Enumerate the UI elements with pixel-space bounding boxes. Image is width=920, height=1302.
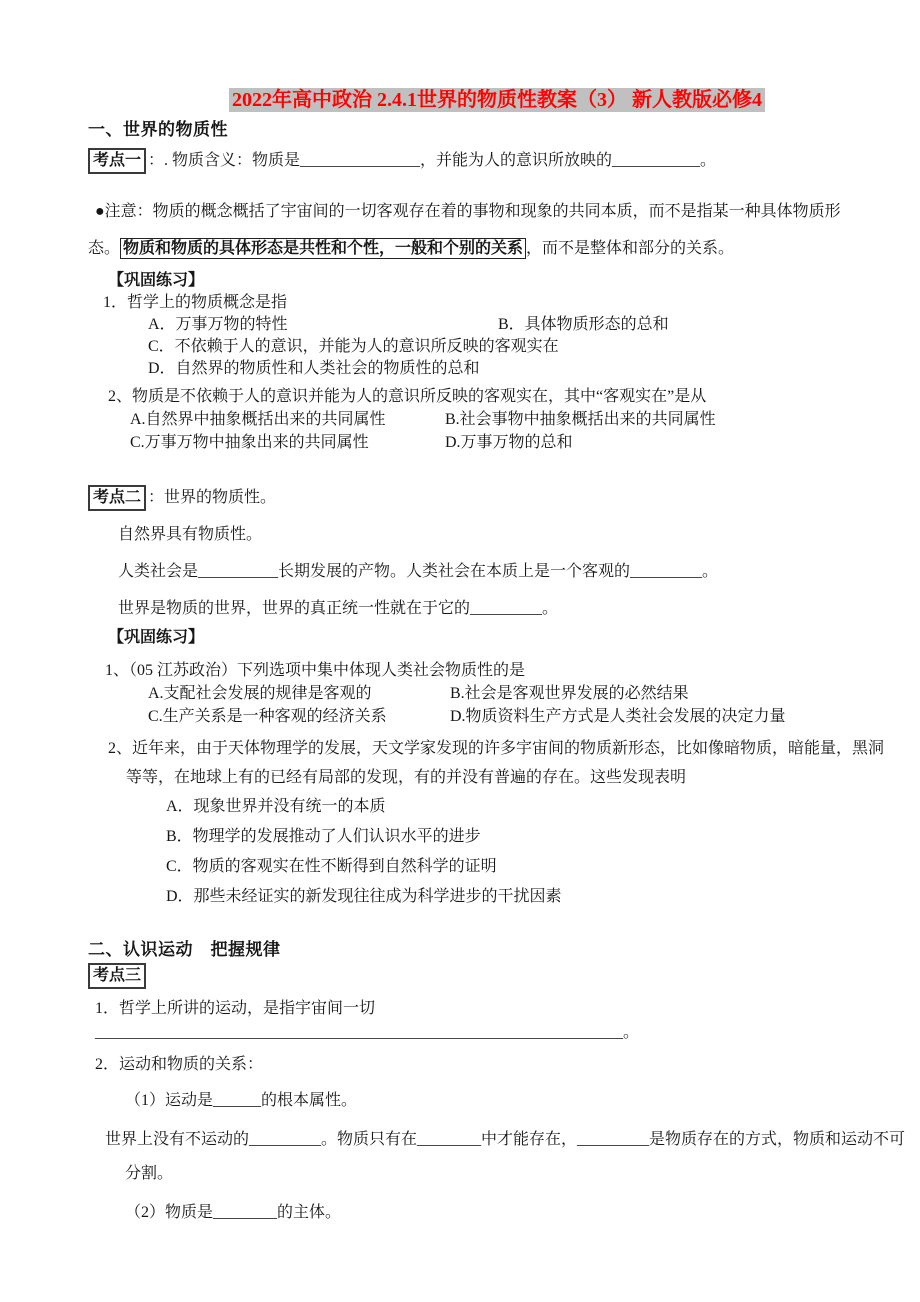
exam-point-three-row xyxy=(88,961,906,991)
question-stem: 2、近年来，由于天体物理学的发展，天文学家发现的许多宇宙间的物质新形态，比如像暗物质，暗能量，黑洞等等，在地球上有的已经有局部的发现，有的并没有普遍的存在。这些发现表明 xyxy=(108,740,885,786)
question-s3-q2-sub2: （2）物质是________的主体。 xyxy=(125,1204,342,1221)
notice-boxed-text: 物质和物质的具体形态是共性和个性，一般和个别的关系 xyxy=(120,238,526,259)
section-two-heading: 二、认识运动 把握规律 xyxy=(88,940,281,959)
notice-paragraph xyxy=(88,193,860,267)
question-s3-q1: 1．哲学上所讲的运动，是指宇宙间一切__________________________________________________________________。 xyxy=(95,1000,639,1041)
option-b: B.社会事物中抽象概括出来的共同属性 xyxy=(445,411,716,428)
option-row xyxy=(88,408,906,431)
exam-point-one-row xyxy=(88,145,906,177)
option-d: D.万事万物的总和 xyxy=(445,434,573,451)
practice-heading-2: 【巩固练习】 xyxy=(108,629,205,646)
option-c: C．不依赖于人的意识，并能为人的意识所反映的客观实在 xyxy=(148,338,559,355)
exam-point-one-text: ：. 物质含义：物质是_______________，并能为人的意识所放映的___________。 xyxy=(148,152,717,169)
option-d: D．自然界的物质性和人类社会的物质性的总和 xyxy=(148,360,480,377)
option-b: B.社会是客观世界发展的必然结果 xyxy=(450,685,689,702)
exam-point-two-box: 考点二 xyxy=(88,485,146,511)
option-b: B．物理学的发展推动了人们认识水平的进步 xyxy=(166,828,481,845)
exam-point-two-body xyxy=(88,516,906,627)
question-s2-q2 xyxy=(88,734,906,912)
option-row xyxy=(88,705,906,728)
question-s1-q1 xyxy=(88,292,906,380)
line-world: 世界是物质的世界，世界的真正统一性就在于它的_________。 xyxy=(118,600,559,617)
option-a: A.支配社会发展的规律是客观的 xyxy=(148,685,372,702)
document-title xyxy=(88,86,906,115)
exam-point-one-box: 考点一 xyxy=(88,148,146,174)
option-a: A.自然界中抽象概括出来的共同属性 xyxy=(130,411,386,428)
practice-heading-1: 【巩固练习】 xyxy=(108,272,205,289)
question-s3-q2-stem: 2．运动和物质的关系： xyxy=(95,1056,264,1073)
option-c: C.生产关系是一种客观的经济关系 xyxy=(148,708,387,725)
exam-point-three-box: 考点三 xyxy=(88,963,146,989)
option-a: A．现象世界并没有统一的本质 xyxy=(166,798,386,815)
question-stem: 1．哲学上的物质概念是指 xyxy=(103,294,288,311)
question-stem: 2、物质是不依赖于人的意识并能为人的意识所反映的客观实在，其中“客观实在”是从 xyxy=(108,388,707,405)
question-s3-q2-paragraph: 世界上没有不运动的_________。物质只有在________中才能存在，_________是物质存在的方式，物质和运动不可分割。 xyxy=(105,1131,906,1182)
option-row xyxy=(88,431,906,454)
option-row xyxy=(88,682,906,705)
section-one-heading: 一、世界的物质性 xyxy=(88,120,228,139)
question-stem: 1、（05 江苏政治）下列选项中集中体现人类社会物质性的是 xyxy=(105,662,526,679)
question-s1-q2 xyxy=(88,385,906,454)
option-c: C．物质的客观实在性不断得到自然科学的证明 xyxy=(166,858,497,875)
document-title-text: 2022年高中政治 2.4.1世界的物质性教案（3） 新人教版必修4 xyxy=(229,88,765,112)
exam-point-two-row xyxy=(88,482,906,514)
option-d: D．那些未经证实的新发现往往成为科学进步的干扰因素 xyxy=(166,888,562,905)
question-s2-q1 xyxy=(88,659,906,728)
notice-text-before: ●注意：物质的概念概括了宇宙间的一切客观存在着的事物和现象的共同本质，而不是指某一种具体物质形态。 xyxy=(88,203,841,257)
option-b: B．具体物质形态的总和 xyxy=(498,316,669,333)
line-society: 人类社会是__________长期发展的产物。人类社会在本质上是一个客观的_________。 xyxy=(118,563,719,580)
notice-text-after: ，而不是整体和部分的关系。 xyxy=(526,240,735,257)
question-s3-q2-sub1: （1）运动是______的根本属性。 xyxy=(125,1092,358,1109)
option-d: D.物质资料生产方式是人类社会发展的决定力量 xyxy=(450,708,786,725)
exam-point-two-text: ：世界的物质性。 xyxy=(148,489,277,506)
option-a: A．万事万物的特性 xyxy=(148,316,288,333)
option-row xyxy=(88,314,906,336)
option-c: C.万事万物中抽象出来的共同属性 xyxy=(130,434,369,451)
line-nature: 自然界具有物质性。 xyxy=(118,526,263,543)
